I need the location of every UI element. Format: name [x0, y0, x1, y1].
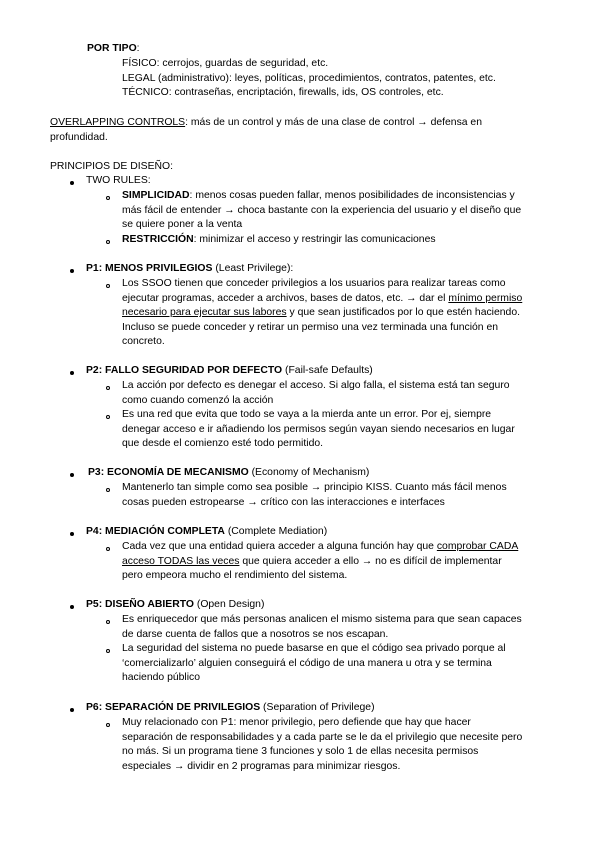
bullet-circle	[106, 488, 110, 492]
p5-title: P5: DISEÑO ABIERTO	[86, 599, 194, 610]
bullet-circle	[106, 386, 110, 390]
bullet-dot	[70, 181, 74, 185]
p3-subtitle: (Economy of Mechanism)	[248, 467, 370, 478]
p6-item-a	[122, 716, 522, 774]
por-tipo-heading: POR TIPO	[87, 43, 137, 54]
p2-title: P2: FALLO SEGURIDAD POR DEFECTO	[86, 365, 283, 376]
p1-underline-1: mínimo permiso	[448, 292, 523, 304]
p5-item-b	[122, 642, 506, 686]
bullet-circle	[106, 649, 110, 653]
bullet-dot	[70, 269, 74, 273]
p1-line-5: concreto.	[122, 336, 165, 348]
bullet-dot	[70, 708, 74, 712]
p4-a-line-1: Cada vez que una entidad quiera acceder a alguna función hay que	[122, 541, 437, 552]
principios-heading: PRINCIPIOS DE DISEÑO:	[50, 161, 173, 172]
p2-item-b	[122, 408, 515, 452]
p2-b-line-1: Es una red que evita que todo se vaya a la mierda ante un error. Por ej, siempre	[122, 409, 492, 420]
por-tipo-fisico: FÍSICO: cerrojos, guardas de seguridad, etc.	[122, 58, 329, 69]
overlapping-section	[50, 116, 482, 145]
por-tipo-tecnico: TÉCNICO: contraseñas, encriptación, firewalls, ids, OS controles, etc.	[122, 87, 444, 99]
p4-heading	[86, 525, 327, 540]
bullet-circle	[106, 620, 110, 624]
p3-item-a	[122, 481, 507, 510]
p1-underline-2: necesario para ejecutar sus labores	[122, 307, 287, 319]
bullet-dot	[70, 473, 74, 477]
bullet-circle	[106, 723, 110, 727]
p6-heading	[86, 701, 375, 716]
p1-line-4: Incluso se puede conceder y retirar un permiso una vez terminada una función en	[122, 321, 499, 333]
bullet-dot	[70, 371, 74, 375]
p1-line-1: Los SSOO tienen que conceder privilegios a los usuarios para realizar tareas como	[122, 278, 506, 289]
bullet-dot	[70, 605, 74, 609]
p2-item-a	[122, 379, 510, 408]
simplicidad-text-3: se quiere poner a la venta	[122, 219, 243, 231]
p6-a-line-4: especiales → dividir en 2 programas para minimizar riesgos.	[122, 760, 401, 772]
p2-heading	[86, 364, 373, 379]
p5-a-line-1: Es enriquecedor que más personas analicen el mismo sistema para que sean capaces	[122, 614, 522, 625]
simplicidad-item	[122, 189, 521, 233]
p5-b-line-2: ‘comercializarlo’ alguien conseguirá el código de una manera u otra y se termina	[122, 657, 492, 669]
p2-a-line-1: La acción por defecto es denegar el acceso. Si algo falla, el sistema está tan seguro	[122, 380, 510, 391]
p2-subtitle: (Fail-safe Defaults)	[282, 365, 373, 376]
p2-b-line-3: que desde el comienzo esté todo permitido.	[122, 438, 324, 450]
p4-underline-1: comprobar CADA	[436, 541, 519, 552]
p1-body	[122, 277, 522, 350]
p5-b-line-3: haciendo público	[122, 672, 200, 684]
por-tipo-section: POR TIPO:	[87, 43, 140, 54]
p3-heading	[88, 466, 369, 481]
restriccion-label: RESTRICCIÓN	[122, 234, 194, 245]
p1-line-2: ejecutar programas, acceder a archivos, bases de datos, etc. → dar el	[122, 292, 449, 304]
p4-title: P4: MEDIACIÓN COMPLETA	[86, 526, 225, 537]
p6-a-line-1: Muy relacionado con P1: menor privilegio, pero defiende que hay que hacer	[122, 717, 471, 728]
p5-heading	[86, 598, 264, 613]
por-tipo-list	[122, 57, 496, 101]
p6-a-line-2: separación de responsabilidades y a cada parte se le da el privilegio que necesite pero	[122, 731, 523, 743]
bullet-circle	[106, 547, 110, 551]
p5-b-line-1: La seguridad del sistema no puede basarse en que el código sea privado porque al	[122, 643, 506, 654]
p6-title: P6: SEPARACIÓN DE PRIVILEGIOS	[86, 702, 261, 713]
p5-subtitle: (Open Design)	[193, 599, 265, 610]
bullet-dot	[70, 532, 74, 536]
simplicidad-text-2: más fácil de entender → choca bastante con la experiencia del usuario y el diseño que	[122, 204, 522, 216]
restriccion-text: : minimizar el acceso y restringir las comunicaciones	[193, 234, 436, 245]
simplicidad-label: SIMPLICIDAD	[122, 190, 190, 201]
simplicidad-text-1: : menos cosas pueden fallar, menos posibilidades de inconsistencias y	[189, 190, 515, 201]
p5-a-line-2: de darse cuenta de fallos que a nosotros se nos escapan.	[122, 628, 389, 640]
p1-subtitle: (Least Privilege):	[212, 263, 294, 274]
p1-line-3: y que sean justificados por lo que estén haciendo.	[286, 307, 520, 319]
bullet-circle	[106, 415, 110, 419]
p3-a-line-2: cosas pueden estropearse → crítico con las interacciones e interfaces	[122, 496, 445, 508]
por-tipo-legal: LEGAL (administrativo): leyes, políticas, procedimientos, contratos, patentes, etc.	[122, 72, 496, 84]
p6-a-line-3: no más. Si un programa tiene 3 funciones y solo 1 de ellas necesita permisos	[122, 746, 479, 758]
p6-subtitle: (Separation of Privilege)	[260, 702, 375, 713]
bullet-circle	[106, 240, 110, 244]
p4-subtitle: (Complete Mediation)	[224, 526, 328, 537]
p2-a-line-2: como cuando comenzó la acción	[122, 394, 274, 406]
p4-item-a	[122, 540, 518, 584]
p4-a-line-3: pero empeora mucho el rendimiento del sistema.	[122, 570, 348, 582]
overlapping-text-2: profundidad.	[50, 131, 108, 143]
overlapping-text-1: : más de un control y más de una clase de control → defensa en	[185, 117, 482, 128]
p1-title: P1: MENOS PRIVILEGIOS	[86, 263, 213, 274]
p4-a-line-2: que quiera acceder a ello → no es difícil de implementar	[239, 555, 502, 567]
bullet-circle	[106, 284, 110, 288]
two-rules-label: TWO RULES:	[86, 175, 151, 186]
bullet-circle	[106, 196, 110, 200]
restriccion-item	[122, 233, 436, 248]
p5-item-a	[122, 613, 522, 642]
p3-a-line-1: Mantenerlo tan simple como sea posible → principio KISS. Cuanto más fácil menos	[122, 482, 507, 493]
overlapping-term: OVERLAPPING CONTROLS	[50, 117, 186, 128]
p4-underline-2: acceso TODAS las veces	[122, 555, 240, 567]
p1-heading	[86, 262, 293, 277]
p2-b-line-2: denegar acceso e ir añadiendo los permisos según vayan siendo necesarios en lugar	[122, 423, 515, 435]
p3-title: P3: ECONOMÍA DE MECANISMO	[88, 467, 249, 478]
